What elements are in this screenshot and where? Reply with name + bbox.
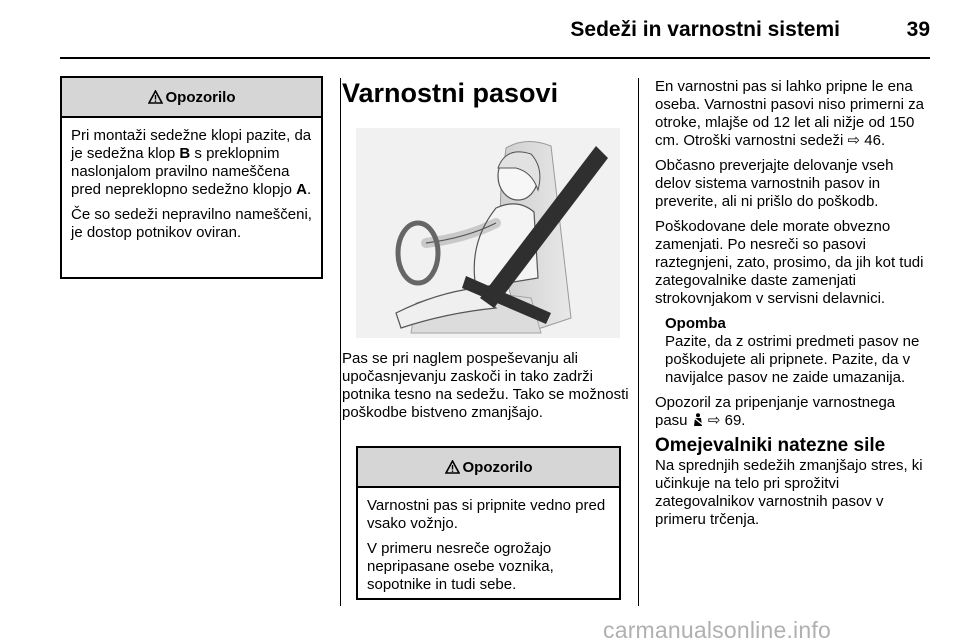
warning-paragraph: Pri montaži sedežne klopi pazite, da je sedežna klop B s preklopnim naslonjalom pravilno nameščena pred nepreklopno sedežno klopjo A. xyxy=(71,127,312,198)
warning-paragraph: Varnostni pas si pripnite vedno pred vsako vožnjo. xyxy=(367,497,606,532)
warning-paragraph: Če so sedeži nepravilno nameščeni, je dostop potnikov oviran. xyxy=(71,206,312,241)
note-title: Opomba xyxy=(665,315,726,332)
warning-body xyxy=(62,118,321,250)
body-paragraph: Opozoril za pripenjanje varnostnega pasu ⇨ 69. xyxy=(655,394,896,429)
body-paragraph: Na sprednjih sedežih zmanjšajo stres, ki učinkuje na telo pri sprožitvi zategovalnikov varnostnih pasov v primeru trčenja. xyxy=(655,457,923,528)
section-title: Varnostni pasovi xyxy=(342,78,559,108)
seat-ref-b: B xyxy=(179,145,191,162)
warning-paragraph: V primeru nesreče ogrožajo nepripasane osebe voznika, sopotnike in tudi sebe. xyxy=(367,540,554,593)
body-paragraph: Občasno preverjajte delovanje vseh delov sistema varnostnih pasov in preverite, ali ni prišlo do poškodb. xyxy=(655,157,894,210)
seatbelt-person-icon xyxy=(692,413,704,427)
warning-triangle-icon xyxy=(445,460,460,474)
subheading: Omejevalniki natezne sile xyxy=(655,435,886,456)
warning-title: Opozorilo xyxy=(165,88,236,106)
right-column xyxy=(655,78,927,536)
seatbelt-illustration xyxy=(356,128,620,338)
column-divider-right xyxy=(638,78,639,606)
warning-box-left xyxy=(60,76,323,279)
seat-ref-a: A xyxy=(296,181,308,198)
warning-header xyxy=(358,448,619,488)
warning-triangle-icon xyxy=(148,90,163,104)
warning-header xyxy=(62,78,321,118)
caption-paragraph: Pas se pri naglem pospeševanju ali upočasnjevanju zaskoči in tako zadrži potnika tesno na sedežu. Tako se možnosti poškodbe bistveno zmanjšajo. xyxy=(342,350,629,421)
body-paragraph: En varnostni pas si lahko pripne le ena oseba. Varnostni pasovi niso primerni za otroke, mlajše od 12 let ali nižje od 150 cm. Otroški varnostni sedeži ⇨ 46. xyxy=(655,78,925,149)
note-text: Pazite, da z ostrimi predmeti pasov ne poškodujete ali pripnete. Pazite, da v navijalce pasov ne zaide umazanija. xyxy=(665,333,920,386)
warning-box-middle xyxy=(356,446,621,600)
warning-title: Opozorilo xyxy=(462,458,533,476)
watermark: carmanualsonline.info xyxy=(603,617,831,643)
column-divider-left xyxy=(340,78,341,606)
warning-body xyxy=(358,488,619,602)
note-block xyxy=(665,315,927,387)
page-header-title: Sedeži in varnostni sistemi xyxy=(570,18,840,41)
page-number: 39 xyxy=(906,18,930,41)
header-divider xyxy=(60,57,930,59)
body-paragraph: Poškodovane dele morate obvezno zamenjati. Po nesreči so pasovi raztegnjeni, zato, prosimo, da jih kot tudi zategovalnike daste zamenjati strokovnjakom v servisni delavnici. xyxy=(655,218,924,307)
